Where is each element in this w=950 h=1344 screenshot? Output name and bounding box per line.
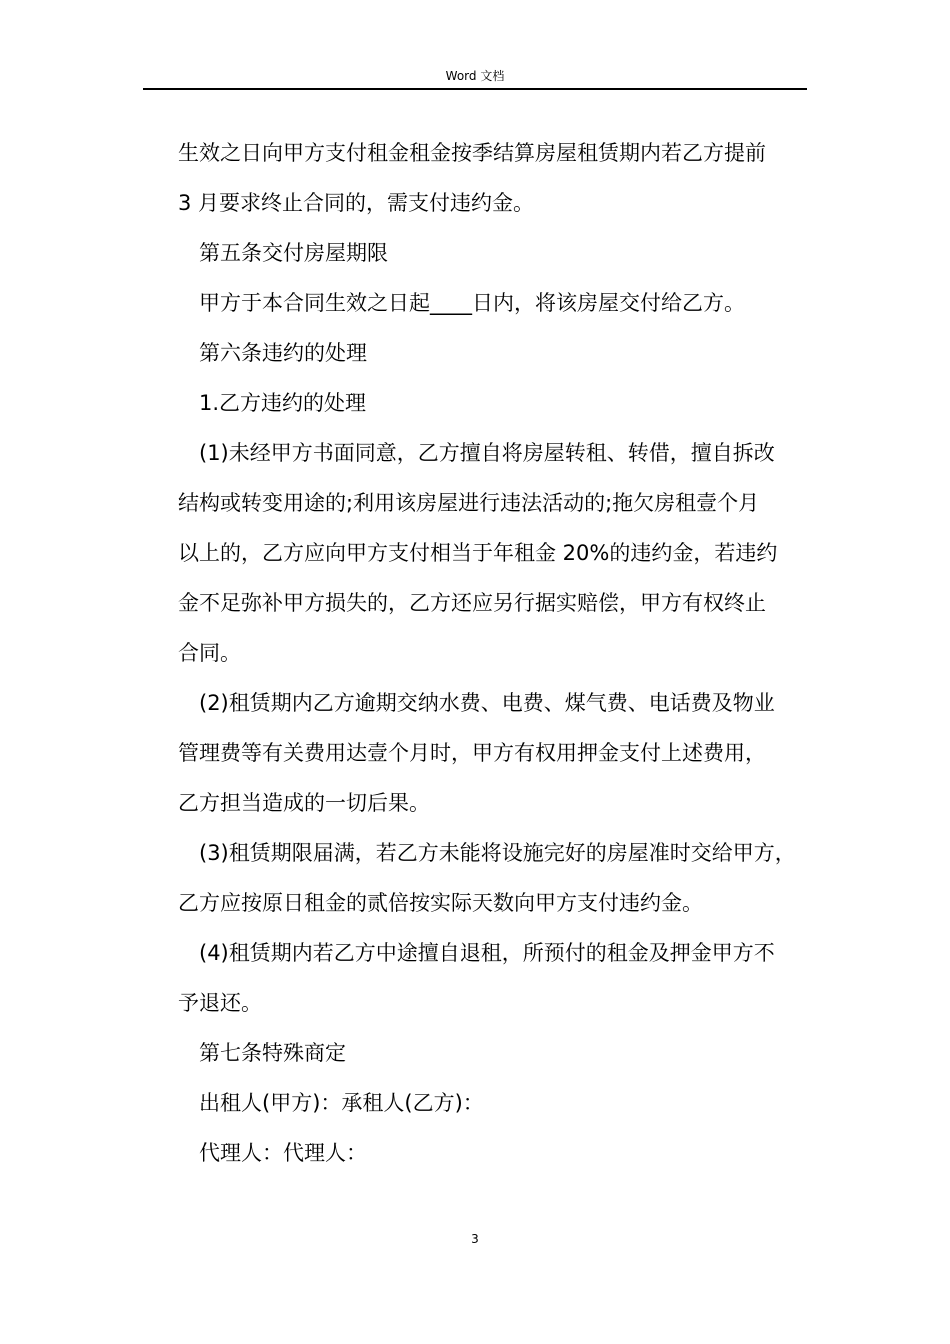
paragraph-line: 生效之日向甲方支付租金租金按季结算房屋租赁期内若乙方提前 — [178, 141, 766, 165]
paragraph-line: 结构或转变用途的;利用该房屋进行违法活动的;拖欠房租壹个月 — [178, 491, 760, 515]
paragraph-line: 乙方担当造成的一切后果。 — [178, 791, 430, 815]
section-heading-article-5: 第五条交付房屋期限 — [199, 241, 388, 265]
section-heading-article-7: 第七条特殊商定 — [199, 1041, 346, 1065]
section-heading-article-6: 第六条违约的处理 — [199, 341, 367, 365]
subsection-heading: 1.乙方违约的处理 — [199, 391, 367, 415]
paragraph-line: 合同。 — [178, 641, 241, 665]
paragraph-line: 金不足弥补甲方损失的，乙方还应另行据实赔偿，甲方有权终止 — [178, 591, 766, 615]
signature-line-parties: 出租人(甲方)：承租人(乙方)： — [199, 1091, 484, 1115]
paragraph-line: (3)租赁期限届满，若乙方未能将设施完好的房屋准时交给甲方， — [199, 841, 796, 865]
paragraph-line: 3 月要求终止合同的，需支付违约金。 — [178, 191, 535, 215]
paragraph-line: (4)租赁期内若乙方中途擅自退租，所预付的租金及押金甲方不 — [199, 941, 775, 965]
paragraph-line: 甲方于本合同生效之日起____日内，将该房屋交付给乙方。 — [199, 291, 745, 315]
paragraph-line: 予退还。 — [178, 991, 262, 1015]
paragraph-line: 以上的，乙方应向甲方支付相当于年租金 20%的违约金，若违约 — [178, 541, 778, 565]
paragraph-line: 乙方应按原日租金的贰倍按实际天数向甲方支付违约金。 — [178, 891, 703, 915]
page-header: Word 文档 — [143, 66, 807, 90]
paragraph-line: (2)租赁期内乙方逾期交纳水费、电费、煤气费、电话费及物业 — [199, 691, 775, 715]
page-number: 3 — [471, 1232, 479, 1246]
document-body — [178, 128, 814, 1178]
paragraph-line: (1)未经甲方书面同意，乙方擅自将房屋转租、转借，擅自拆改 — [199, 441, 775, 465]
paragraph-line: 管理费等有关费用达壹个月时，甲方有权用押金支付上述费用， — [178, 741, 766, 765]
signature-line-agents: 代理人：代理人： — [199, 1141, 367, 1165]
